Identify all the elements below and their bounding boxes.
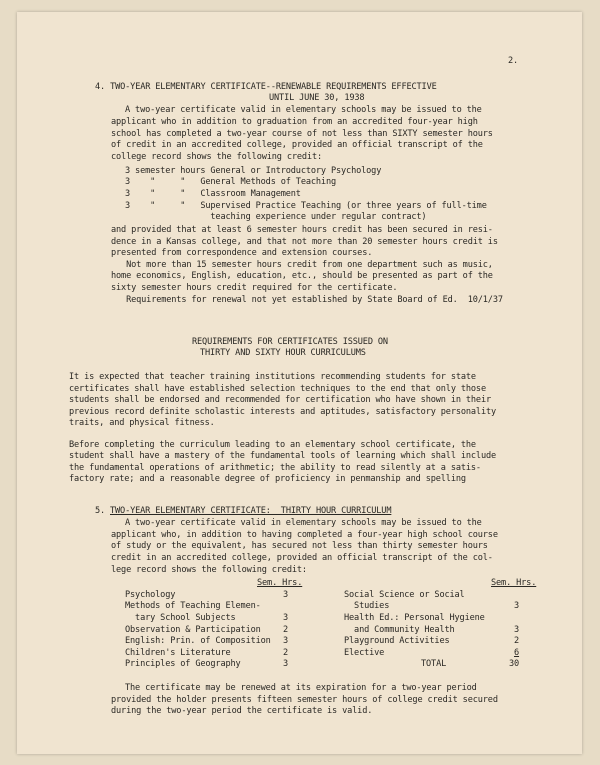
course-label: Children's Literature [125, 648, 231, 658]
section4-para2-line: Not more than 15 semester hours credit from one department such as music, [111, 260, 493, 270]
section4-para1-line: A two-year certificate valid in elementary schools may be issued to the [125, 105, 482, 115]
section4-para2-line: dence in a Kansas college, and that not more than 20 semester hours credit is [111, 237, 498, 247]
course-hours: 2 [514, 636, 520, 646]
section4-para1-line: school has completed a two-year course of not less than SIXTY semester hours [111, 129, 493, 139]
credit-line: 3 " " General Methods of Teaching [125, 177, 337, 187]
section5-para2-line: provided the holder presents fifteen semester hours of college credit secured [111, 695, 498, 705]
total-hours: 30 [509, 659, 520, 669]
course-label: Observation & Participation [125, 625, 261, 635]
course-hours: 3 [283, 636, 289, 646]
course-hours: 3 [514, 601, 520, 611]
section5-heading: TWO-YEAR ELEMENTARY CERTIFICATE: THIRTY HOUR CURRICULUM [110, 506, 392, 516]
page-number: 2. [508, 56, 519, 66]
section4-heading-line2: UNTIL JUNE 30, 1938 [269, 93, 365, 103]
section5-para1-line: credit in an accredited college, provided an official transcript of the col- [111, 553, 493, 563]
section5-para1-line: lege record shows the following credit: [111, 565, 307, 575]
section5-para1-line: applicant who, in addition to having completed a four-year high school course [111, 530, 498, 540]
section5-para1-line: A two-year certificate valid in elementary schools may be issued to the [125, 518, 482, 528]
section4-heading-line1: 4. TWO-YEAR ELEMENTARY CERTIFICATE--RENEWABLE REQUIREMENTS EFFECTIVE [95, 82, 437, 92]
section4-para2-line: Requirements for renewal not yet established by State Board of Ed. 10/1/37 [111, 295, 503, 305]
section4-para2-line: presented from correspondence and extension courses. [111, 248, 373, 258]
course-label: tary School Subjects [125, 613, 236, 623]
requirements-para2-line: the fundamental operations of arithmetic; the ability to read silently at a satis- [69, 463, 481, 473]
requirements-para1-line: It is expected that teacher training institutions recommending students for state [69, 372, 476, 382]
total-label: TOTAL [421, 659, 447, 669]
course-label: Methods of Teaching Elemen- [125, 601, 261, 611]
section5-para2-line: during the two-year period the certificate is valid. [111, 706, 373, 716]
right-column-header: Sem. Hrs. [491, 578, 537, 588]
section4-para2-line: home economics, English, education, etc., should be presented as part of the [111, 271, 493, 281]
course-hours: 3 [283, 590, 289, 600]
requirements-para2-line: student shall have a mastery of the fundamental tools of learning which shall include [69, 451, 497, 461]
course-label: Principles of Geography [125, 659, 241, 669]
course-label: Social Science or Social [344, 590, 465, 600]
requirements-para1-line: previous record definite scholastic interests and aptitudes, satisfactory personality [69, 407, 497, 417]
requirements-heading-line2: THIRTY AND SIXTY HOUR CURRICULUMS [200, 348, 366, 358]
requirements-para2-line: Before completing the curriculum leading to an elementary school certificate, the [69, 440, 476, 450]
credit-line: 3 " " Classroom Management [125, 189, 301, 199]
course-label: English: Prin. of Composition [125, 636, 271, 646]
course-label: Psychology [125, 590, 176, 600]
course-hours: 3 [283, 613, 289, 623]
section4-para2-line: and provided that at least 6 semester hours credit has been secured in resi- [111, 225, 493, 235]
course-hours: 3 [283, 659, 289, 669]
section4-para1-line: college record shows the following credit: [111, 152, 323, 162]
section5-para2-line: The certificate may be renewed at its expiration for a two-year period [125, 683, 477, 693]
credit-line: teaching experience under regular contract) [125, 212, 427, 222]
course-label: and Community Health [344, 625, 455, 635]
course-label: Studies [344, 601, 390, 611]
course-hours: 2 [283, 648, 289, 658]
course-hours: 2 [283, 625, 289, 635]
left-column-header: Sem. Hrs. [257, 578, 303, 588]
course-hours: 3 [514, 625, 520, 635]
requirements-heading-line1: REQUIREMENTS FOR CERTIFICATES ISSUED ON [192, 337, 388, 347]
section4-para2-line: sixty semester hours credit required for the certificate. [111, 283, 398, 293]
section5-heading-number: 5. [95, 506, 106, 516]
course-label: Elective [344, 648, 385, 658]
requirements-para1-line: traits, and physical fitness. [69, 418, 215, 428]
section5-para1-line: of study or the equivalent, has secured not less than thirty semester hours [111, 541, 488, 551]
requirements-para1-line: certificates shall have established selection techniques to the end that only those [69, 384, 486, 394]
course-hours: 6 [514, 648, 520, 658]
credit-line: 3 " " Supervised Practice Teaching (or three years of full-time [125, 201, 487, 211]
requirements-para2-line: factory rate; and a reasonable degree of proficiency in penmanship and spelling [69, 474, 466, 484]
course-label: Health Ed.: Personal Hygiene [344, 613, 485, 623]
section4-para1-line: applicant who in addition to graduation from an accredited four-year high [111, 117, 478, 127]
section4-para1-line: of credit in an accredited college, provided an official transcript of the [111, 140, 483, 150]
requirements-para1-line: students shall be endorsed and recommended for certification who have shown in their [69, 395, 492, 405]
document-page [17, 12, 582, 754]
credit-line: 3 semester hours General or Introductory Psychology [125, 166, 382, 176]
course-label: Playground Activities [344, 636, 450, 646]
